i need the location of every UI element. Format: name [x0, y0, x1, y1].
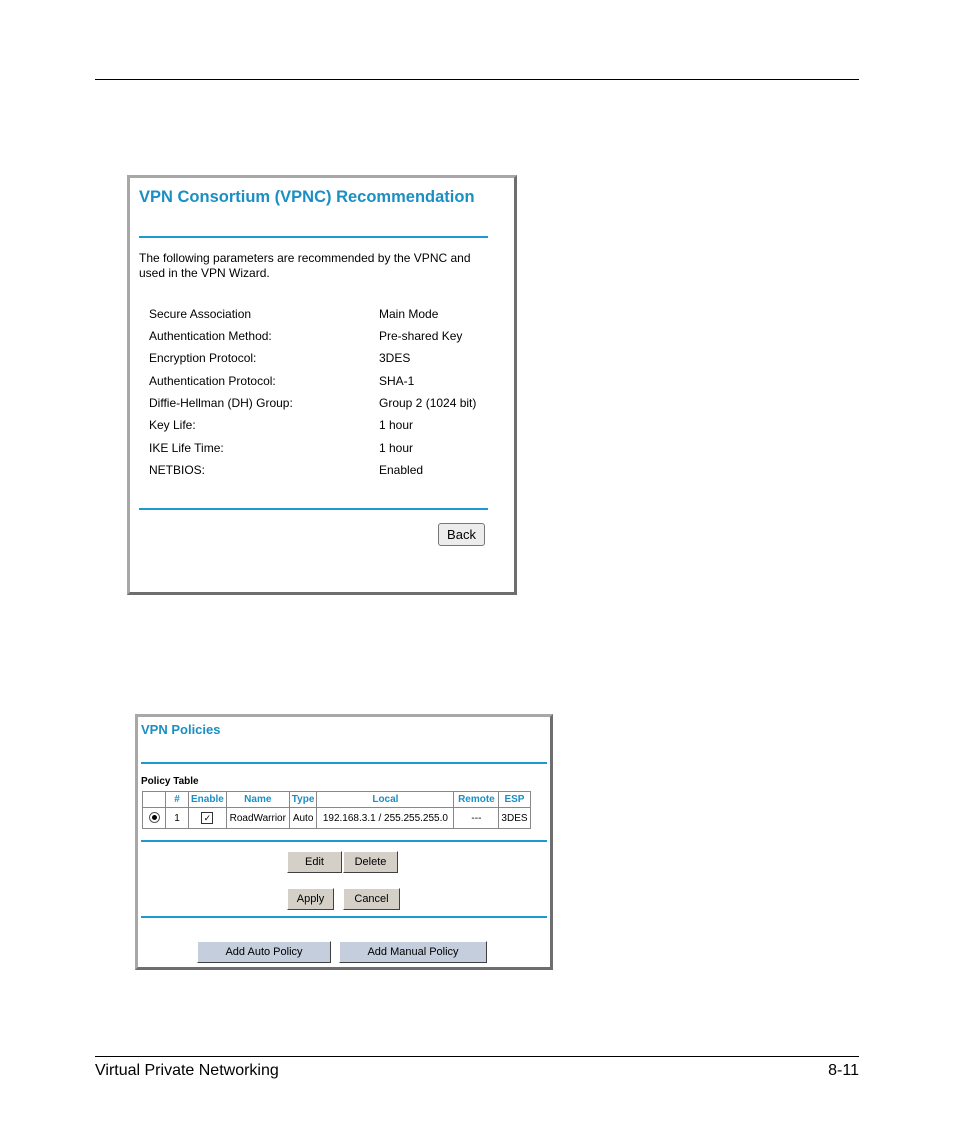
footer-rule: [95, 1056, 859, 1057]
param-row-authentication-method: [149, 329, 499, 347]
table-row: [143, 808, 531, 829]
footer-chapter: Virtual Private Networking: [95, 1062, 279, 1079]
param-value: SHA-1: [379, 374, 415, 388]
param-label: Encryption Protocol:: [149, 351, 257, 365]
param-row-key-life: [149, 418, 499, 436]
policy-name: RoadWarrior: [226, 808, 289, 829]
param-label: Secure Association: [149, 307, 252, 321]
table-divider: [141, 840, 547, 842]
param-value: Enabled: [379, 463, 424, 477]
param-row-encryption-protocol: [149, 351, 499, 369]
cancel-button[interactable]: Cancel: [343, 888, 400, 910]
param-row-netbios: [149, 463, 499, 481]
policy-table-title: Policy Table: [141, 776, 199, 787]
param-label: IKE Life Time:: [149, 441, 224, 455]
bottom-divider: [141, 916, 547, 918]
policy-select-radio[interactable]: [149, 812, 160, 823]
policy-table: [142, 791, 531, 829]
add-auto-policy-button[interactable]: Add Auto Policy: [197, 941, 331, 963]
param-value: Group 2 (1024 bit): [379, 396, 477, 410]
col-number: #: [166, 792, 189, 808]
param-value: Pre-shared Key: [379, 329, 463, 343]
vpn-policies-title: VPN Policies: [141, 722, 221, 737]
param-label: Key Life:: [149, 418, 196, 432]
col-esp: ESP: [499, 792, 530, 808]
vpn-policies-window: [135, 714, 553, 970]
delete-button[interactable]: Delete: [343, 851, 398, 873]
add-manual-policy-button[interactable]: Add Manual Policy: [339, 941, 487, 963]
param-row-authentication-protocol: [149, 374, 499, 392]
param-row-dh-group: [149, 396, 499, 414]
col-name: Name: [226, 792, 289, 808]
title-divider: [141, 762, 547, 764]
header-rule: [95, 79, 859, 80]
vpnc-intro: The following parameters are recommended by the VPNC and used in the VPN Wizard.: [139, 251, 471, 280]
param-value: 1 hour: [379, 418, 414, 432]
apply-button[interactable]: Apply: [287, 888, 334, 910]
param-value: Main Mode: [379, 307, 439, 321]
col-local: Local: [317, 792, 454, 808]
policy-esp: 3DES: [499, 808, 530, 829]
back-button[interactable]: Back: [438, 523, 485, 546]
policy-local: 192.168.3.1 / 255.255.255.0: [317, 808, 454, 829]
vpnc-recommendation-window: [127, 175, 517, 595]
param-value: 1 hour: [379, 441, 414, 455]
policy-table-header: [143, 792, 531, 808]
policy-enable-checkbox[interactable]: ✓: [201, 812, 213, 824]
policy-type: Auto: [289, 808, 317, 829]
param-label: NETBIOS:: [149, 463, 206, 477]
bottom-divider: [139, 508, 488, 510]
footer-page-number: 8-11: [828, 1062, 859, 1079]
edit-button[interactable]: Edit: [287, 851, 342, 873]
title-divider: [139, 236, 488, 238]
policy-remote: ---: [454, 808, 499, 829]
param-value: 3DES: [379, 351, 411, 365]
col-enable: Enable: [189, 792, 227, 808]
param-row-secure-association: [149, 307, 499, 325]
col-select: [143, 792, 166, 808]
policy-number: 1: [166, 808, 189, 829]
vpnc-title: VPN Consortium (VPNC) Recommendation: [139, 188, 475, 206]
param-label: Authentication Protocol:: [149, 374, 276, 388]
param-label: Authentication Method:: [149, 329, 272, 343]
param-label: Diffie-Hellman (DH) Group:: [149, 396, 293, 410]
col-remote: Remote: [454, 792, 499, 808]
param-row-ike-life-time: [149, 441, 499, 459]
col-type: Type: [289, 792, 317, 808]
